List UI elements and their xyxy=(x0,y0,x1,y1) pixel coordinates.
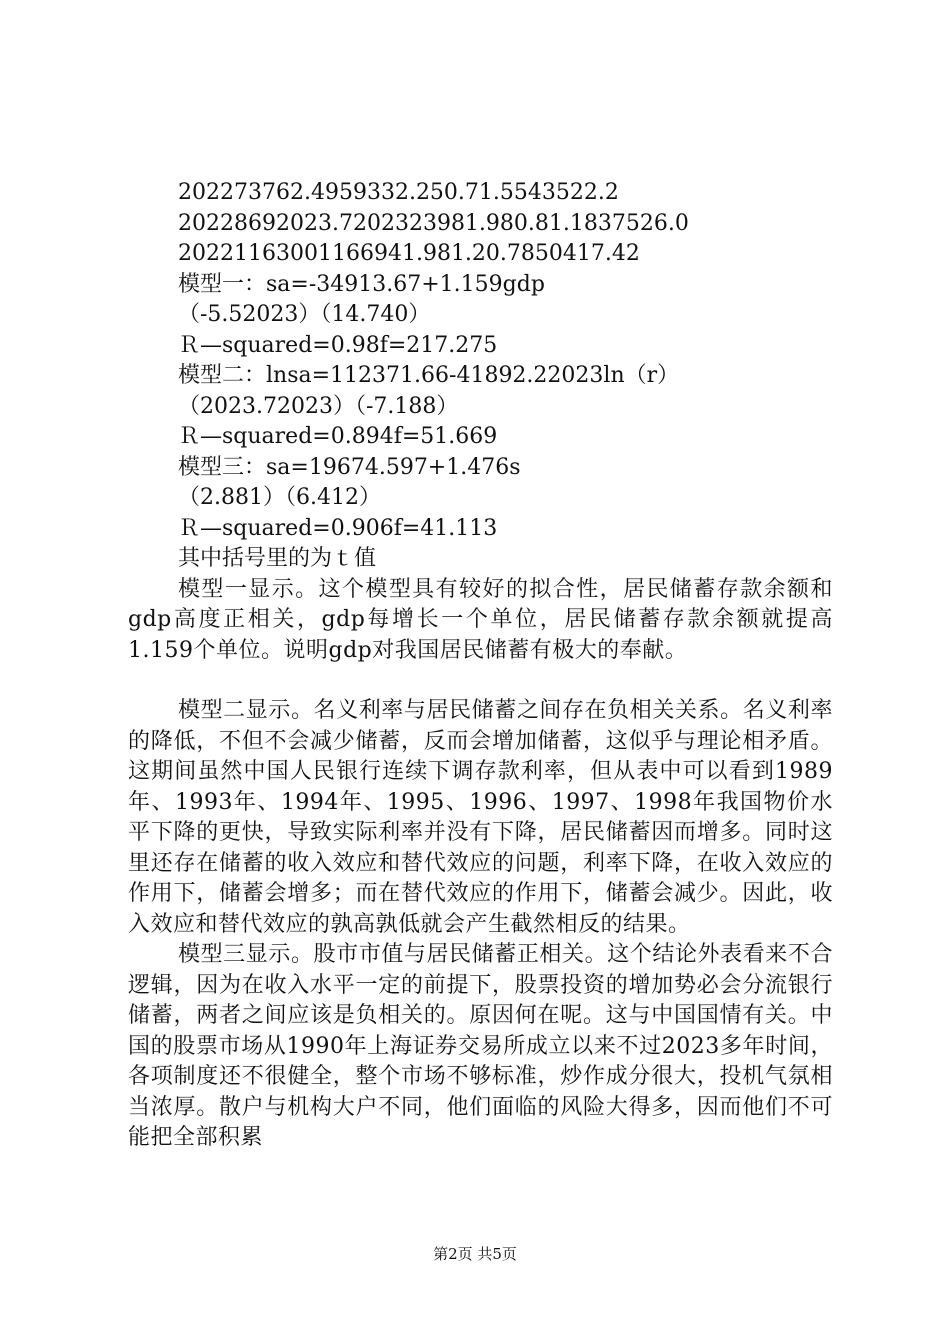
paragraph-model-one: 模型一显示。这个模型具有较好的拟合性，居民储蓄存款余额和gdp高度正相关，gdp每增长一个单位，居民储蓄存款余额就提高1.159个单位。说明gdp对我国居民储蓄有极大的奉献。 xyxy=(128,576,833,663)
page-footer: 第2页 共5页 xyxy=(433,1245,517,1263)
paragraph-model-two: 模型二显示。名义利率与居民储蓄之间存在负相关关系。名义利率的降低，不但不会减少储蓄，反而会增加储蓄，这似乎与理论相矛盾。这期间虽然中国人民银行连续下调存款利率，但从表中可以看到1989年、1993年、1994年、1995、1996、1997、1998年我国物价水平下降的更快，导致实际利率并没有下降，居民储蓄因而增多。同时这里还存在储蓄的收入效应和替代效应的问题，利率下降，在收入效应的作用下，储蓄会增多；而在替代效应的作用下，储蓄会减少。因此，收入效应和替代效应的孰高孰低就会产生截然相反的结果。 xyxy=(128,698,833,937)
document-body xyxy=(128,178,833,1154)
data-row: 202273762.4959332.250.71.5543522.2 xyxy=(178,180,619,205)
model-two-r-squared: Ｒ—squared=0.894f=51.669 xyxy=(178,424,498,449)
data-row: 20221163001166941.981.20.7850417.42 xyxy=(178,241,640,266)
model-three-equation: 模型三：sa=19674.597+1.476s xyxy=(178,454,521,480)
model-two-equation: 模型二：lnsa=112371.66-41892.22023ln（r） xyxy=(178,363,680,388)
paragraph-model-three: 模型三显示。股市市值与居民储蓄正相关。这个结论外表看来不合逻辑，因为在收入水平一定的前提下，股票投资的增加势必会分流银行储蓄，两者之间应该是负相关的。原因何在呢。这与中国国情有关。中国的股票市场从1990年上海证券交易所成立以来不过2023多年时间，各项制度还不很健全，整个市场不够标准，炒作成分很大，投机气氛相当浓厚。散户与机构大户不同，他们面临的风险大得多，因而他们不可能把全部积累 xyxy=(128,942,833,1150)
t-value-note: 其中括号里的为ｔ值 xyxy=(178,546,377,571)
model-two-t-values: （2023.72023）（-7.188） xyxy=(178,393,459,419)
model-one-r-squared: Ｒ—squared=0.98f=217.275 xyxy=(178,332,498,358)
model-one-equation: 模型一：sa=-34913.67+1.159gdp xyxy=(178,271,545,297)
model-three-r-squared: Ｒ—squared=0.906f=41.113 xyxy=(178,515,498,541)
model-three-t-values: （2.881）（6.412） xyxy=(178,485,381,510)
data-row: 20228692023.7202323981.980.81.1837526.0 xyxy=(178,210,689,236)
model-one-t-values: （-5.52023）（14.740） xyxy=(178,302,431,327)
